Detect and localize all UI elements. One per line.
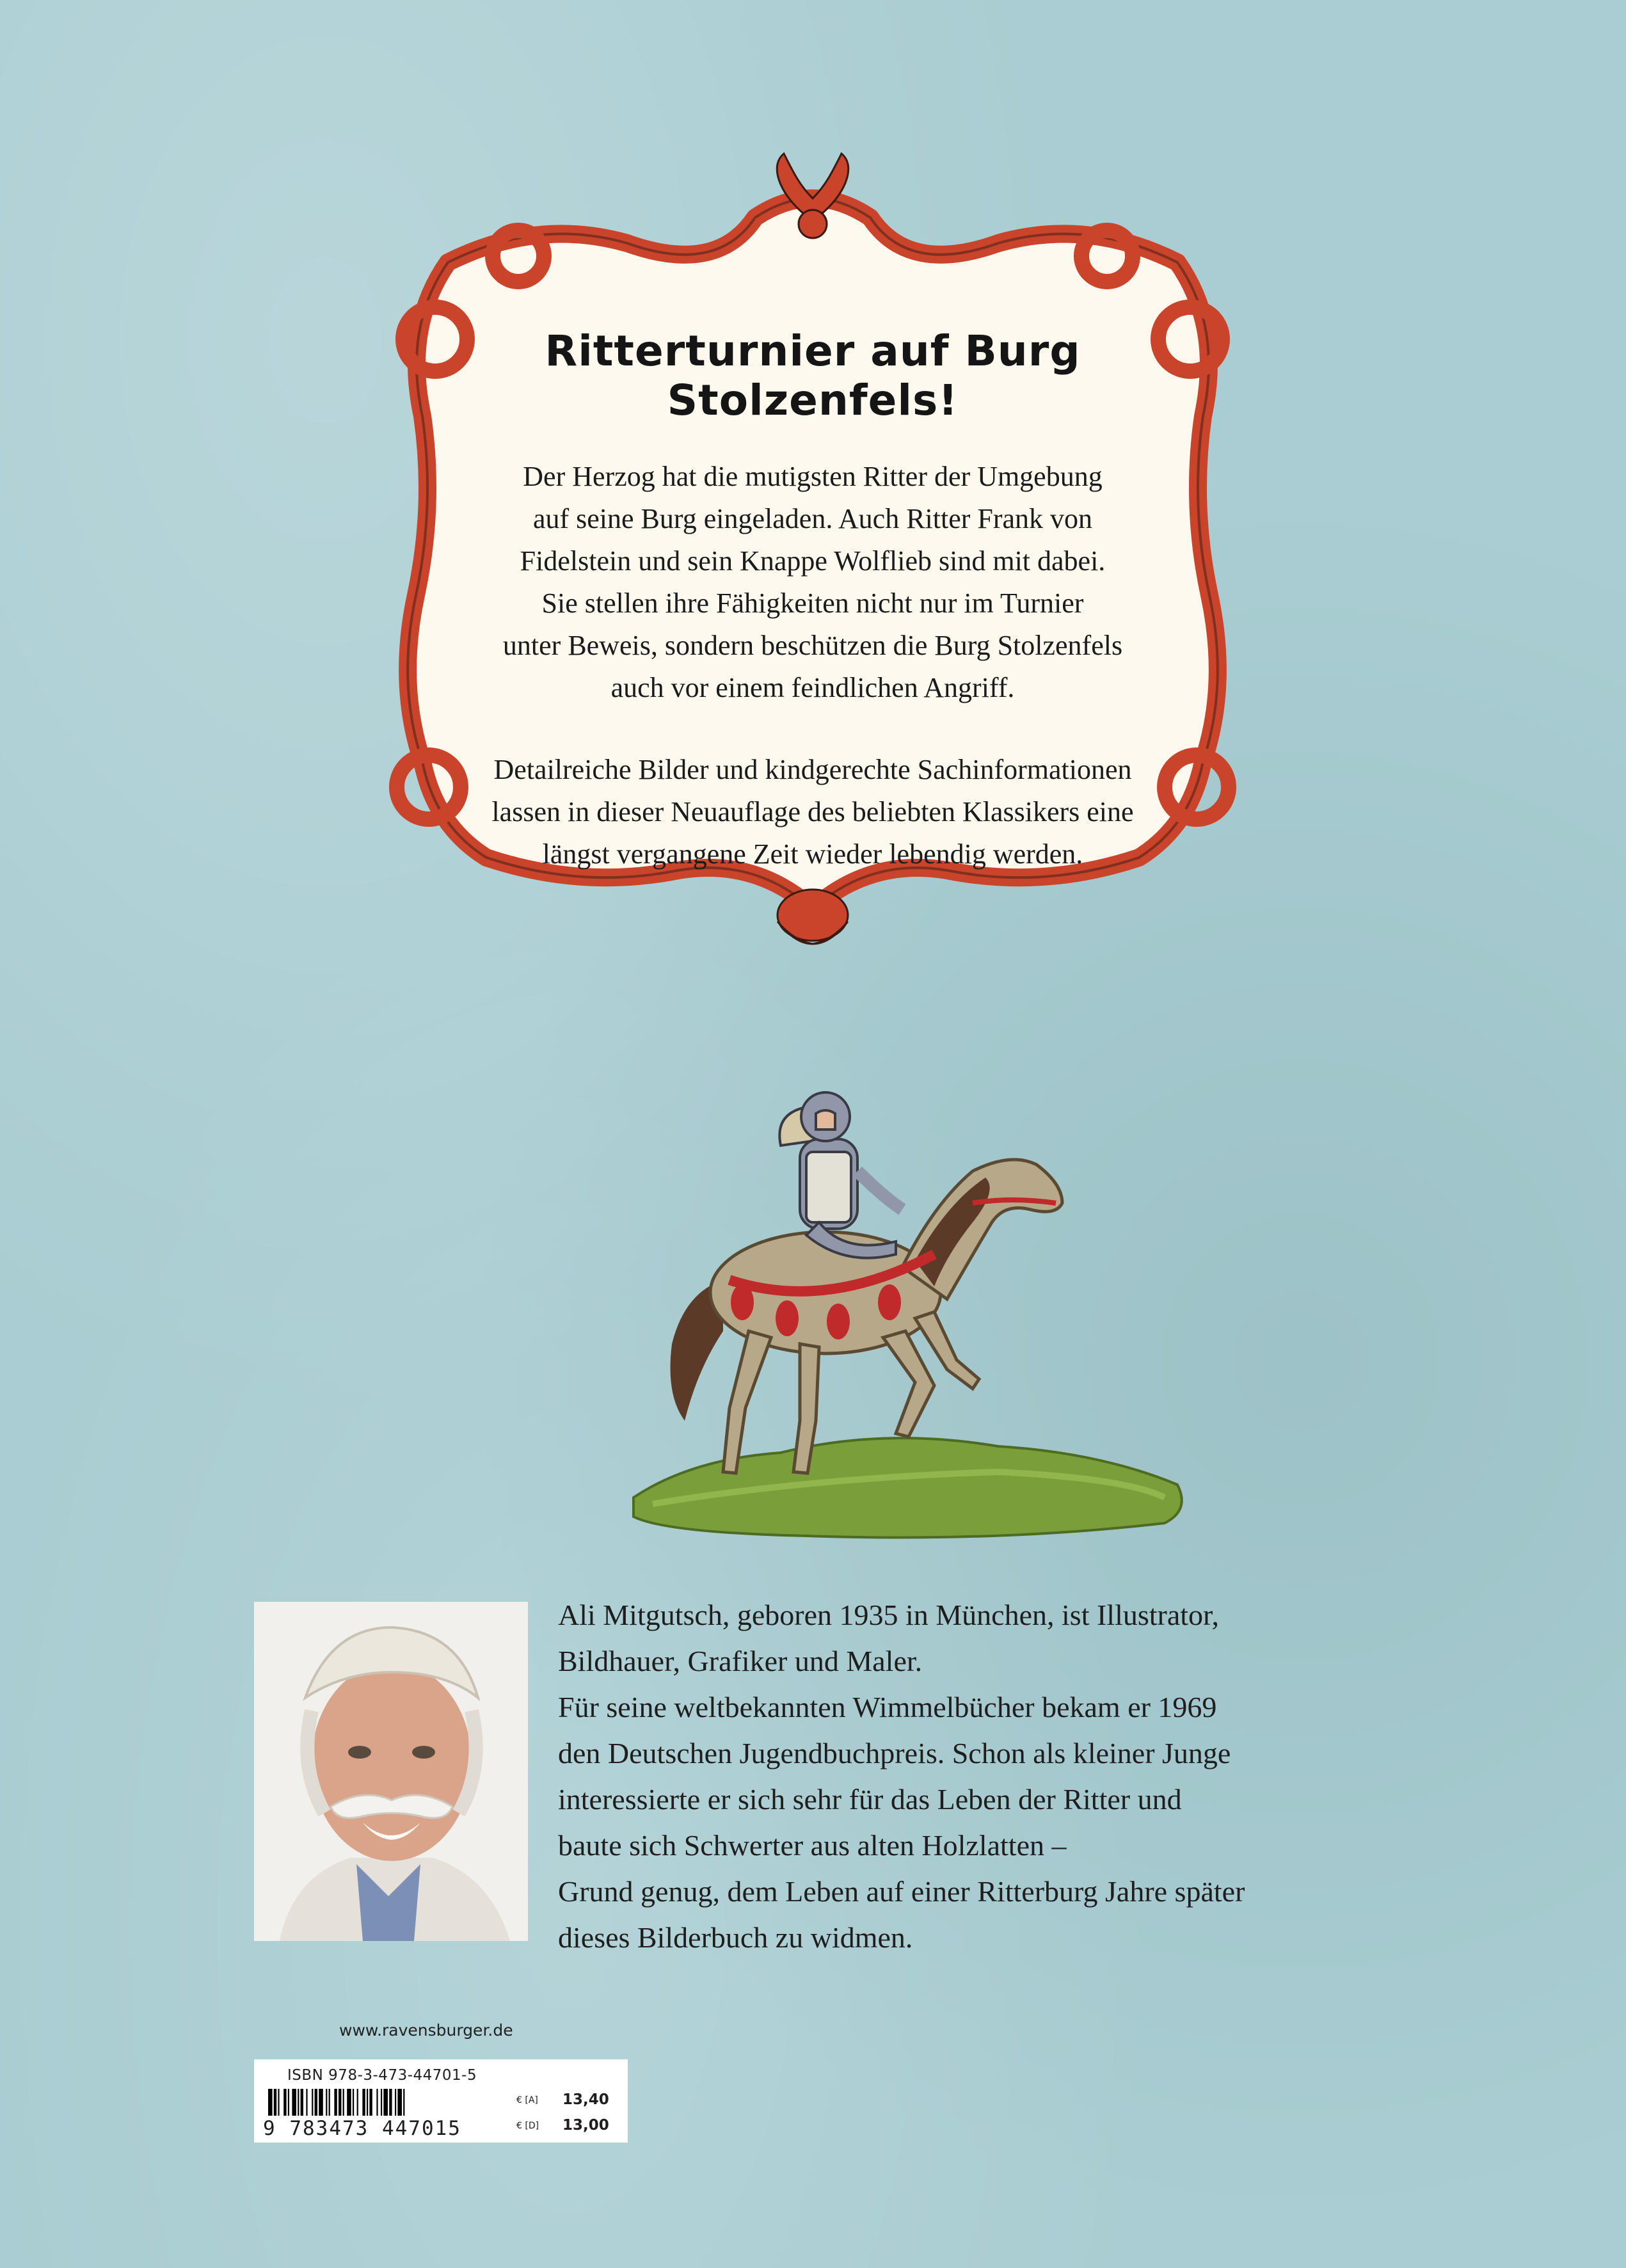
bio-line: Grund genug, dem Leben auf einer Ritterburg Jahre später bbox=[558, 1875, 1245, 1908]
line: unter Beweis, sondern beschützen die Burg Stolzenfels bbox=[502, 630, 1123, 661]
barcode-icon bbox=[268, 2089, 492, 2121]
book-title: Ritterturnier auf Burg Stolzenfels! bbox=[545, 326, 1081, 425]
description-paragraph bbox=[403, 749, 1222, 875]
line: Detailreiche Bilder und kindgerechte Sachinformationen bbox=[493, 754, 1132, 785]
bio-line: Ali Mitgutsch, geboren 1935 in München, ist Illustrator, bbox=[558, 1599, 1220, 1631]
bio-line: dieses Bilderbuch zu widmen. bbox=[558, 1921, 913, 1954]
line: auch vor einem feindlichen Angriff. bbox=[610, 672, 1015, 703]
price-de: 13,00 bbox=[562, 2117, 609, 2134]
barcode-box bbox=[254, 2059, 628, 2143]
price-at: 13,40 bbox=[562, 2091, 609, 2108]
knight-horse-icon bbox=[614, 1011, 1203, 1549]
ornamental-frame bbox=[307, 147, 1318, 1005]
bio-line: Für seine weltbekannten Wimmelbücher bekam er 1969 bbox=[558, 1691, 1217, 1723]
knight-on-horse-illustration bbox=[614, 1011, 1203, 1549]
synopsis-paragraph bbox=[403, 456, 1222, 709]
price-label-de: € [D] bbox=[516, 2121, 539, 2131]
isbn-text: ISBN 978-3-473-44701-5 bbox=[287, 2067, 477, 2084]
frame-text bbox=[403, 326, 1222, 915]
line: Fidelstein und sein Knappe Wolflieb sind mit dabei. bbox=[520, 545, 1106, 577]
publisher-website-link[interactable]: www.ravensburger.de bbox=[339, 2021, 513, 2040]
barcode-digits: 9 783473 447015 bbox=[263, 2117, 461, 2140]
line: Der Herzog hat die mutigsten Ritter der Umgebung bbox=[523, 461, 1103, 492]
bio-line: den Deutschen Jugendbuchpreis. Schon als kleiner Junge bbox=[558, 1737, 1231, 1769]
line: Sie stellen ihre Fähigkeiten nicht nur im Turnier bbox=[541, 587, 1084, 619]
price-label-at: € [A] bbox=[516, 2095, 538, 2105]
author-portrait-icon bbox=[254, 1602, 528, 1941]
author-photo bbox=[254, 1602, 528, 1941]
author-bio bbox=[558, 1592, 1467, 1961]
line: auf seine Burg eingeladen. Auch Ritter Frank von bbox=[532, 503, 1093, 534]
bio-line: interessierte er sich sehr für das Leben der Ritter und bbox=[558, 1783, 1182, 1816]
line: lassen in dieser Neuauflage des beliebten Klassikers eine bbox=[491, 796, 1134, 827]
bio-line: baute sich Schwerter aus alten Holzlatten – bbox=[558, 1829, 1067, 1862]
line: längst vergangene Zeit wieder lebendig werden. bbox=[542, 838, 1083, 870]
bio-line: Bildhauer, Grafiker und Maler. bbox=[558, 1645, 923, 1677]
